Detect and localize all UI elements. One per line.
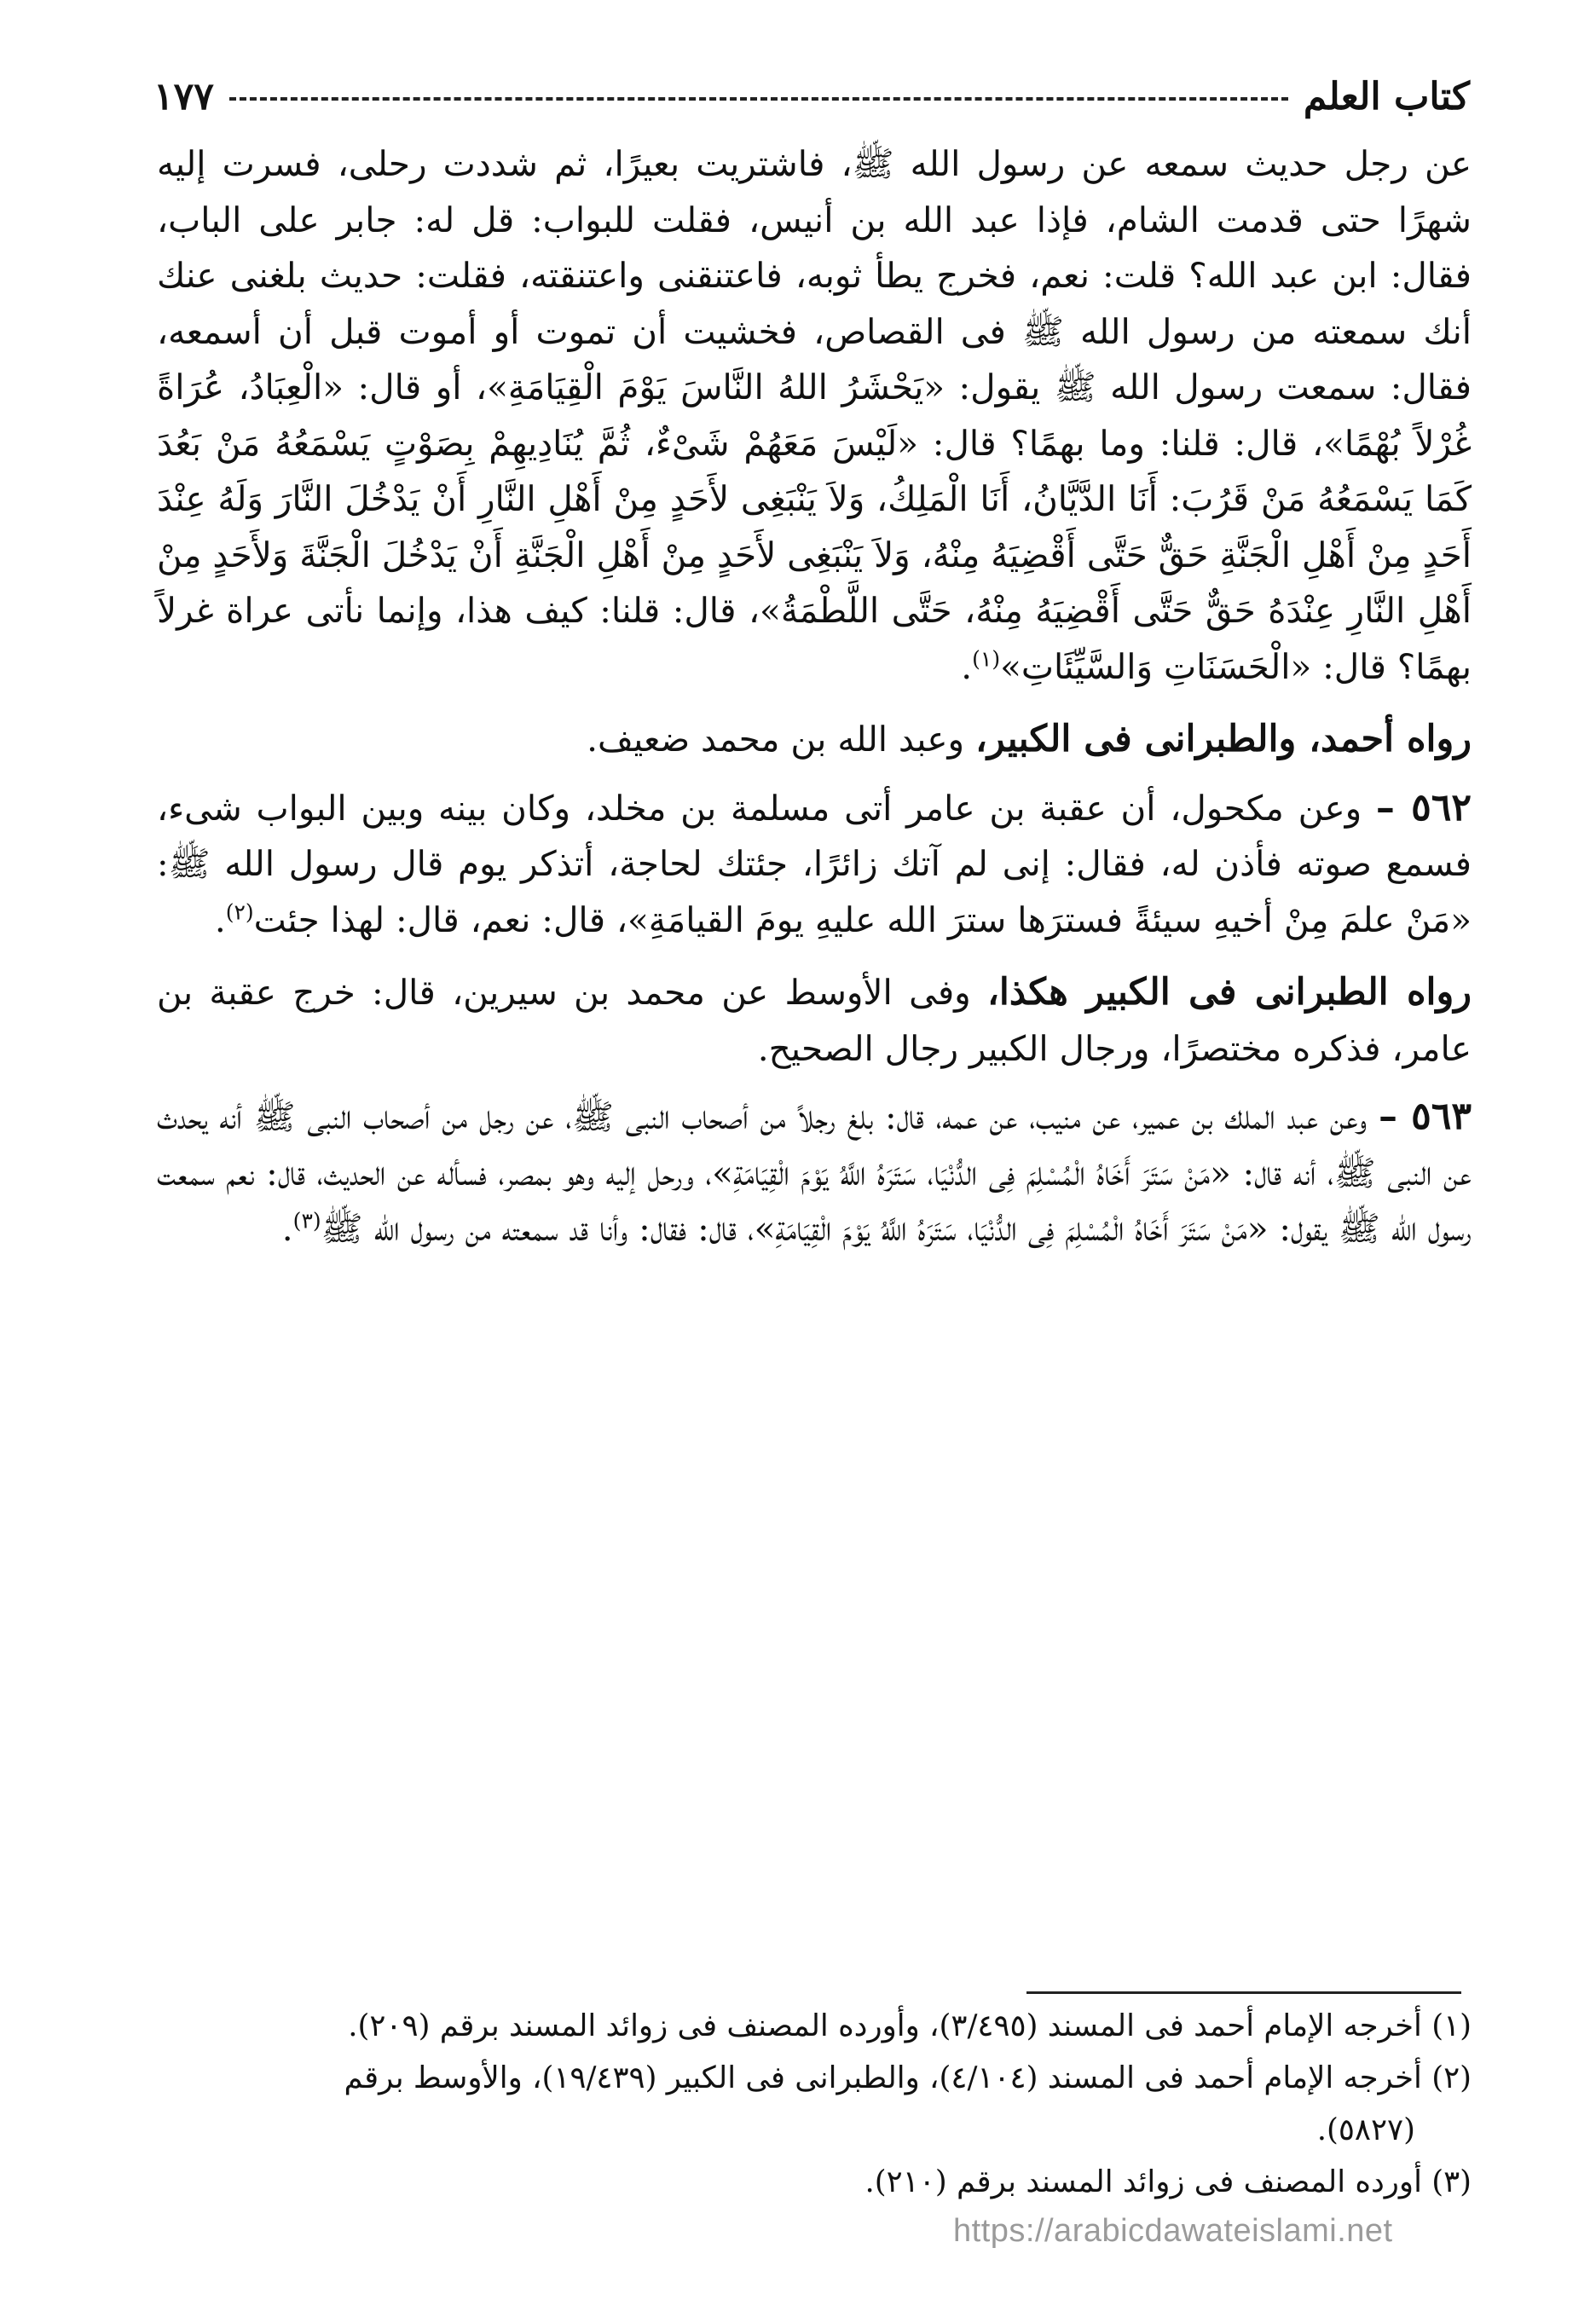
footnote-3: (٣) أورده المصنف فى زوائد المسند برقم (٢١٠). — [864, 2164, 1472, 2199]
running-header — [153, 66, 1470, 126]
page-number: ١٧٧ — [153, 74, 214, 118]
hadith-563: ٥٦٣ – وعن عبد الملك بن عمير، عن منيب، عن عمه، قال: بلغ رجلاً من أصحاب النبى ﷺ، عن رجل من أصحاب النبى ﷺ أنه يحدث عن النبى ﷺ، أنه قال: «مَنْ سَتَرَ أَخَاهُ الْمُسْلِمَ فِى الدُّنْيَا، سَتَرَهُ اللَّهُ يَوْمَ الْقِيَامَةِ»، ورحل إليه وهو بمصر، فسأله عن الحديث، قال: نعم سمعت رسول الله ﷺ يقول: «مَنْ سَتَرَ أَخَاهُ الْمُسْلِمَ فِى الدُّنْيَا، سَتَرَهُ اللَّهُ يَوْمَ الْقِيَامَةِ»، قال: فقال: وأنا قد سمعته من رسول الله ﷺ$^{(٣)}$. — [157, 1095, 1472, 1249]
hadith-561-attribution — [157, 712, 1472, 768]
hadith-562-number: ٥٦٢ – — [1375, 785, 1472, 829]
header-dashed-rule — [229, 97, 1288, 101]
hadith-561-body: عن رجل حديث سمعه عن رسول الله ﷺ، فاشتريت بعيرًا، ثم شددت رحلى، فسرت إليه شهرًا حتى قدمت الشام، فإذا عبد الله بن أنيس، فقلت للبواب: قل له: جابر على الباب، فقال: ابن عبد الله؟ قلت: نعم، فخرج يطأ ثوبه، فاعتنقنى واعتنقته، فقلت: حديث بلغنى عنك أنك سمعته من رسول الله ﷺ فى القصاص، فخشيت أن تموت أو أموت قبل أن أسمعه، فقال: سمعت رسول الله ﷺ يقول: «يَحْشَرُ اللهُ النَّاسَ يَوْمَ الْقِيَامَةِ»، أو قال: «الْعِبَادُ، عُرَاةً غُرْلاً بُهْمًا»، قال: قلنا: وما بهمًا؟ قال: «لَيْسَ مَعَهُمْ شَىْءٌ، ثُمَّ يُنَادِيهِمْ بِصَوْتٍ يَسْمَعُهُ مَنْ بَعُدَ كَمَا يَسْمَعُهُ مَنْ قَرُبَ: أَنَا الدَّيَّانُ، أَنَا الْمَلِكُ، وَلاَ يَنْبَغِى لأَحَدٍ مِنْ أَهْلِ النَّارِ أَنْ يَدْخُلَ النَّارَ وَلَهُ عِنْدَ أَحَدٍ مِنْ أَهْلِ الْجَنَّةِ حَقٌّ حَتَّى أَقْضِيَهُ مِنْهُ، وَلاَ يَنْبَغِى لأَحَدٍ مِنْ أَهْلِ الْجَنَّةِ أَنْ يَدْخُلَ الْجَنَّةَ وَلأَحَدٍ مِنْ أَهْلِ النَّارِ عِنْدَهُ حَقٌّ حَتَّى أَقْضِيَهُ مِنْهُ، حَتَّى اللَّطْمَةُ»، قال: قلنا: كيف هذا، وإنما نأتى عراة غرلاً بهمًا؟ قال: «الْحَسَنَاتِ وَالسَّيِّئَاتِ» — [157, 143, 1472, 687]
hadith-562-attribution — [157, 965, 1472, 1077]
book-title: كتاب العلم — [1303, 74, 1470, 118]
hadith-563-number: ٥٦٣ – — [1379, 1095, 1472, 1138]
hadith-563-body: وعن عبد الملك بن عمير، عن منيب، عن عمه، قال: بلغ رجلاً من أصحاب النبى ﷺ، عن رجل من أصحاب النبى ﷺ أنه يحدث عن النبى ﷺ، أنه قال: «مَنْ سَتَرَ أَخَاهُ الْمُسْلِمَ فِى الدُّنْيَا، سَتَرَهُ اللَّهُ يَوْمَ الْقِيَامَةِ»، ورحل إليه وهو بمصر، فسأله عن الحديث، قال: نعم سمعت رسول الله ﷺ يقول: «مَنْ سَتَرَ أَخَاهُ الْمُسْلِمَ فِى الدُّنْيَا، سَتَرَهُ اللَّهُ يَوْمَ الْقِيَامَةِ»، قال: فقال: وأنا قد سمعته من رسول الله ﷺ — [157, 1096, 1472, 1249]
footnote-ref-2: (٢) — [225, 899, 254, 924]
hadith-562: ٥٦٢ – وعن مكحول، أن عقبة بن عامر أتى مسلمة بن مخلد، وكان بينه وبين البواب شىء، فسمع صوته فأذن له، فقال: إنى لم آتك زائرًا، جئتك لحاجة، أتذكر يوم قال رسول الله ﷺ: «مَنْ علمَ مِنْ أخيهِ سيئةً فسترَها سترَ الله عليهِ يومَ القيامَةِ»، قال: نعم، قال: لهذا جئت$^{(٢)}$. — [157, 785, 1472, 940]
footnote-2: (٢) أخرجه الإمام أحمد فى المسند (٤/١٠٤)، والطبرانى فى الكبير (١٩/٤٣٩)، والأوسط برقم — [344, 2060, 1472, 2095]
footnotes — [157, 2000, 1472, 2208]
hadith-561-text: عن رجل حديث سمعه عن رسول الله ﷺ، فاشتريت بعيرًا، ثم شددت رحلى، فسرت إليه شهرًا حتى قدمت الشام، فإذا عبد الله بن أنيس، فقلت للبواب: قل له: جابر على الباب، فقال: ابن عبد الله؟ قلت: نعم، فخرج يطأ ثوبه، فاعتنقنى واعتنقته، فقلت: حديث بلغنى عنك أنك سمعته من رسول الله ﷺ فى القصاص، فخشيت أن تموت أو أموت قبل أن أسمعه، فقال: سمعت رسول الله ﷺ يقول: «يَحْشَرُ اللهُ النَّاسَ يَوْمَ الْقِيَامَةِ»، أو قال: «الْعِبَادُ، عُرَاةً غُرْلاً بُهْمًا»، قال: قلنا: وما بهمًا؟ قال: «لَيْسَ مَعَهُمْ شَىْءٌ، ثُمَّ يُنَادِيهِمْ بِصَوْتٍ يَسْمَعُهُ مَنْ بَعُدَ كَمَا يَسْمَعُهُ مَنْ قَرُبَ: أَنَا الدَّيَّانُ، أَنَا الْمَلِكُ، وَلاَ يَنْبَغِى لأَحَدٍ مِنْ أَهْلِ النَّارِ أَنْ يَدْخُلَ النَّارَ وَلَهُ عِنْدَ أَحَدٍ مِنْ أَهْلِ الْجَنَّةِ حَقٌّ حَتَّى أَقْضِيَهُ مِنْهُ، وَلاَ يَنْبَغِى لأَحَدٍ مِنْ أَهْلِ الْجَنَّةِ أَنْ يَدْخُلَ الْجَنَّةَ وَلأَحَدٍ مِنْ أَهْلِ النَّارِ عِنْدَهُ حَقٌّ حَتَّى أَقْضِيَهُ مِنْهُ، حَتَّى اللَّطْمَةُ»، قال: قلنا: كيف هذا، وإنما نأتى عراة غرلاً بهمًا؟ قال: «الْحَسَنَاتِ وَالسَّيِّئَاتِ»$^{(١)}$. — [157, 143, 1472, 687]
watermark-url: https://arabicdawateislami.net — [953, 2213, 1393, 2249]
attribution-detail: وفى الأوسط عن محمد بن سيرين، قال: خرج عقبة بن عامر، فذكره مختصرًا، ورجال الكبير رجال الصحيح. — [157, 972, 1472, 1069]
footnote-2-continuation: (٥٨٢٧). — [1316, 2112, 1415, 2147]
footnote-separator — [1026, 1991, 1461, 1994]
attribution-source: رواه الطبرانى فى الكبير هكذا، — [987, 971, 1472, 1014]
hadith-562-body: وعن مكحول، أن عقبة بن عامر أتى مسلمة بن مخلد، وكان بينه وبين البواب شىء، فسمع صوته فأذن له، فقال: إنى لم آتك زائرًا، جئتك لحاجة، أتذكر يوم قال رسول الله ﷺ: «مَنْ علمَ مِنْ أخيهِ سيئةً فسترَها سترَ الله عليهِ يومَ القيامَةِ»، قال: نعم، قال: لهذا جئت — [157, 787, 1472, 940]
footnote-ref-1: (١) — [972, 646, 1001, 671]
attribution-source: رواه أحمد، والطبرانى فى الكبير، — [974, 718, 1472, 760]
footnote-ref-3: (٣) — [292, 1208, 321, 1234]
main-text — [157, 136, 1472, 1257]
attribution-grading: وعبد الله بن محمد ضعيف. — [587, 719, 965, 760]
footnote-1: (١) أخرجه الإمام أحمد فى المسند (٣/٤٩٥)، وأورده المصنف فى زوائد المسند برقم (٢٠٩). — [348, 2008, 1472, 2043]
